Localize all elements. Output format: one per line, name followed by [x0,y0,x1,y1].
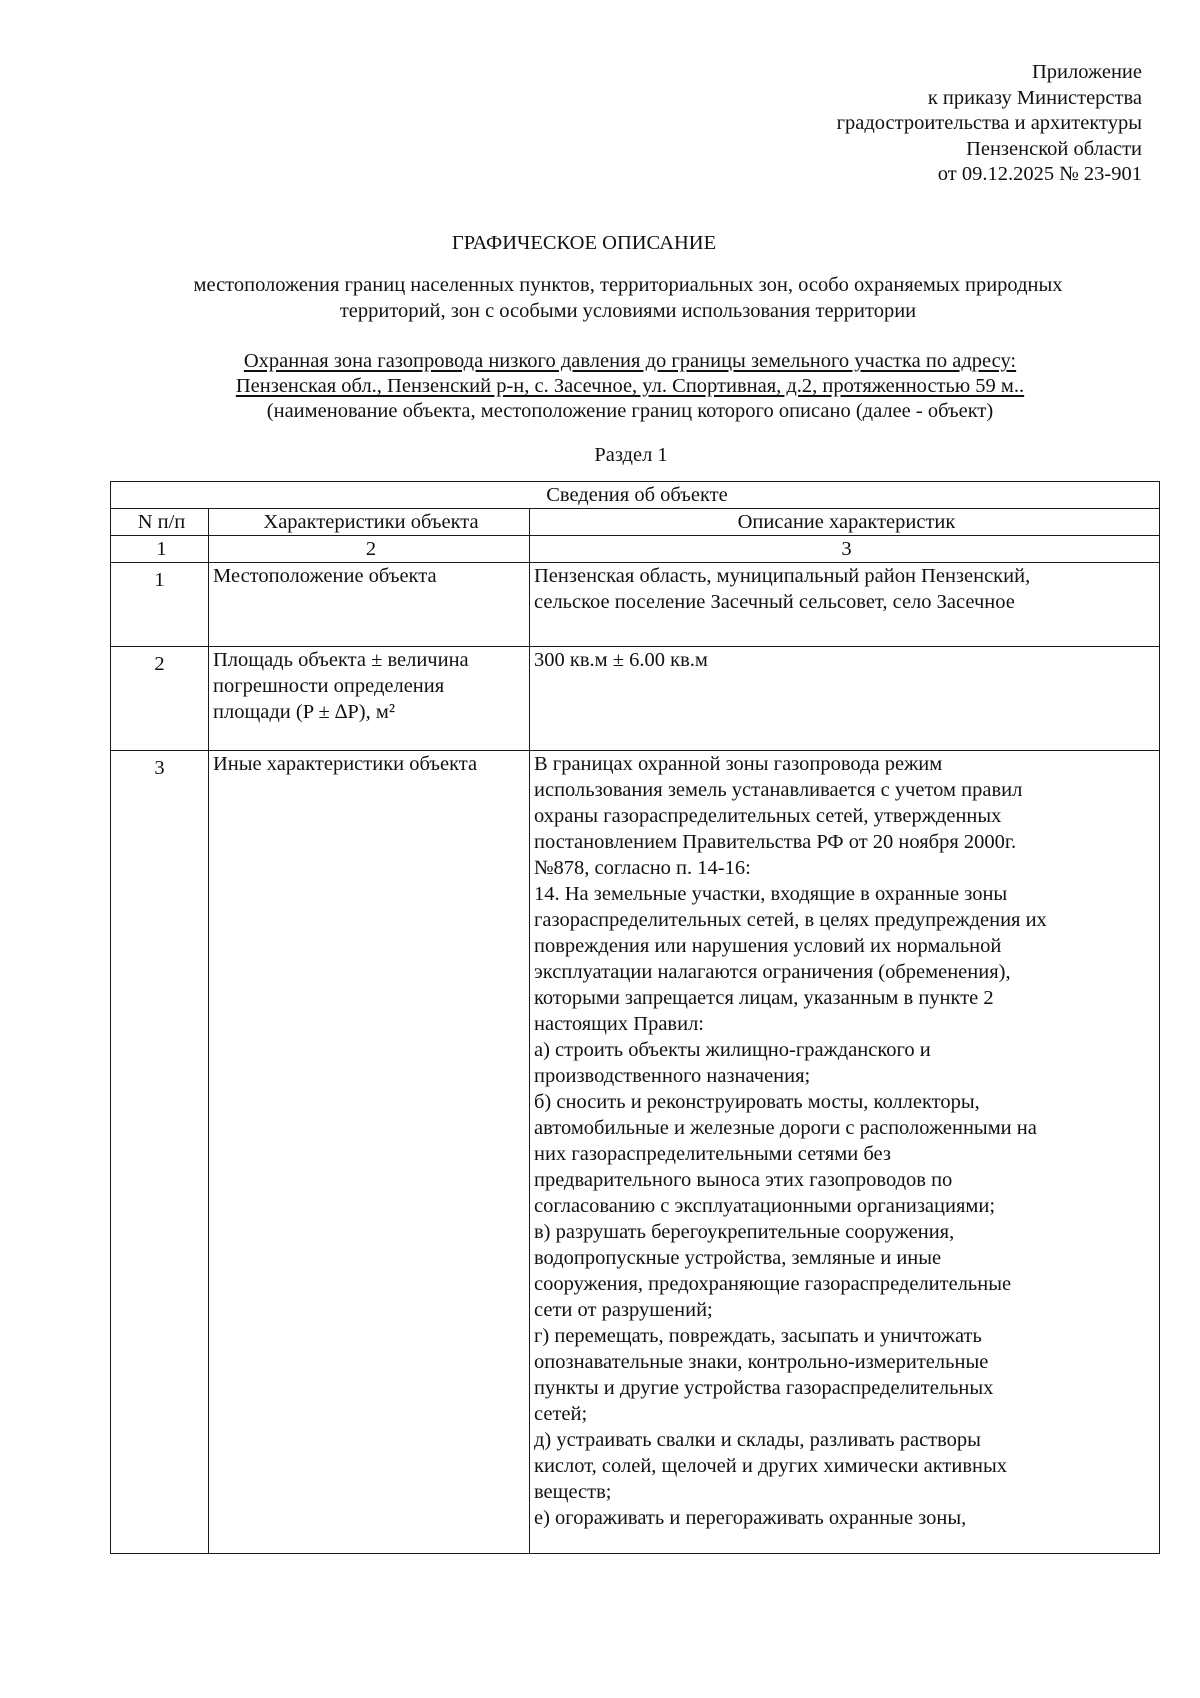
description-line: кислот, солей, щелочей и других химически активных [534,1455,1008,1477]
description-line: 14. На земельные участки, входящие в охранные зоны [534,883,1008,905]
description-line: производственного назначения; [534,1065,811,1087]
column-number: 1 [111,536,209,563]
column-header-characteristic: Характеристики объекта [209,509,530,536]
row-characteristic [209,563,530,647]
column-header-description: Описание характеристик [530,509,1160,536]
document-subtitle [100,272,1156,324]
table-header: Сведения об объекте [111,482,1160,509]
description-line: №878, согласно п. 14-16: [534,857,751,879]
row-description [530,751,1160,1554]
appendix-block [837,60,1142,188]
description-line: в) разрушать берегоукрепительные сооружения, [534,1221,955,1243]
table-header-row [111,482,1160,509]
appendix-line: Приложение [1031,61,1142,83]
description-line: пункты и другие устройства газораспределительных [534,1377,994,1399]
row-description [530,563,1160,647]
column-numbers-row [111,536,1160,563]
row-characteristic [209,647,530,751]
description-line: Пензенская область, муниципальный район Пензенский, [534,565,1031,587]
description-line: сети от разрушений; [534,1299,713,1321]
description-line: предварительного выноса этих газопроводов по [534,1169,953,1191]
appendix-line: к приказу Министерства [927,86,1142,109]
appendix-date-number: от 09.12.2025 № 23-901 [937,163,1142,185]
description-line: них газораспределительными сетями без [534,1143,891,1165]
document-title: ГРАФИЧЕСКОЕ ОПИСАНИЕ [451,232,717,254]
description-line: сооружения, предохраняющие газораспределительные [534,1273,1012,1295]
subtitle-line: местоположения границ населенных пунктов, территориальных зон, особо охраняемых природных [193,274,1063,296]
row-description [530,647,1160,751]
description-line: эксплуатации налагаются ограничения (обременения), [534,961,1011,983]
column-headers-row [111,509,1160,536]
description-line: веществ; [534,1481,612,1503]
description-line: сельское поселение Засечный сельсовет, село Засечное [534,591,1015,613]
description-line: которыми запрещается лицам, указанным в пункте 2 [534,987,994,1009]
object-name-caption: (наименование объекта, местоположение границ которого описано (далее - объект) [266,400,994,422]
description-line: е) огораживать и перегораживать охранные зоны, [534,1507,967,1529]
row-characteristic [209,751,530,1554]
appendix-line: градостроительства и архитектуры [836,112,1142,134]
characteristic-line: Иные характеристики объекта [213,753,478,775]
row-number: 3 [111,751,209,1554]
description-line: использования земель устанавливается с учетом правил [534,779,1023,801]
column-number: 2 [209,536,530,563]
description-line: охраны газораспределительных сетей, утвержденных [534,805,1002,827]
description-line: г) перемещать, повреждать, засыпать и уничтожать [534,1325,982,1347]
description-line: д) устраивать свалки и склады, разливать растворы [534,1429,981,1451]
description-line: а) строить объекты жилищно-гражданского и [534,1039,931,1061]
description-line: повреждения или нарушения условий их нормальной [534,935,1002,957]
characteristic-line: Площадь объекта ± величина [213,649,469,671]
object-address-line: Пензенская обл., Пензенский р-н, с. Засечное, ул. Спортивная, д.2, протяженностью 59 м.. [235,375,1025,397]
characteristic-line: Местоположение объекта [213,565,437,587]
table-row [111,563,1160,647]
characteristic-line: площади (P ± ∆P), м² [213,701,395,723]
description-line: сетей; [534,1403,588,1425]
object-name-block [100,349,1160,424]
object-info-table [110,481,1160,1554]
row-number: 1 [111,563,209,647]
description-line: 300 кв.м ± 6.00 кв.м [534,649,708,671]
section-title: Раздел 1 [594,444,668,466]
description-line: автомобильные и железные дороги с расположенными на [534,1117,1037,1139]
table-row [111,751,1160,1554]
description-line: настоящих Правил: [534,1013,705,1035]
description-line: газораспределительных сетей, в целях предупреждения их [534,909,1047,931]
table-row [111,647,1160,751]
column-number: 3 [530,536,1160,563]
description-line: б) сносить и реконструировать мосты, коллекторы, [534,1091,980,1113]
description-line: опознавательные знаки, контрольно-измерительные [534,1351,989,1373]
object-name-line: Охранная зона газопровода низкого давления до границы земельного участка по адресу: [243,350,1017,372]
subtitle-line: территорий, зон с особыми условиями использования территории [339,300,917,322]
description-line: В границах охранной зоны газопровода режим [534,753,943,775]
description-line: согласованию с эксплуатационными организациями; [534,1195,996,1217]
description-line: водопропускные устройства, земляные и иные [534,1247,942,1269]
row-number: 2 [111,647,209,751]
description-line: постановлением Правительства РФ от 20 ноября 2000г. [534,831,1017,853]
appendix-line: Пензенской области [966,137,1142,160]
characteristic-line: погрешности определения [213,675,445,697]
column-header-number: N п/п [111,509,209,536]
